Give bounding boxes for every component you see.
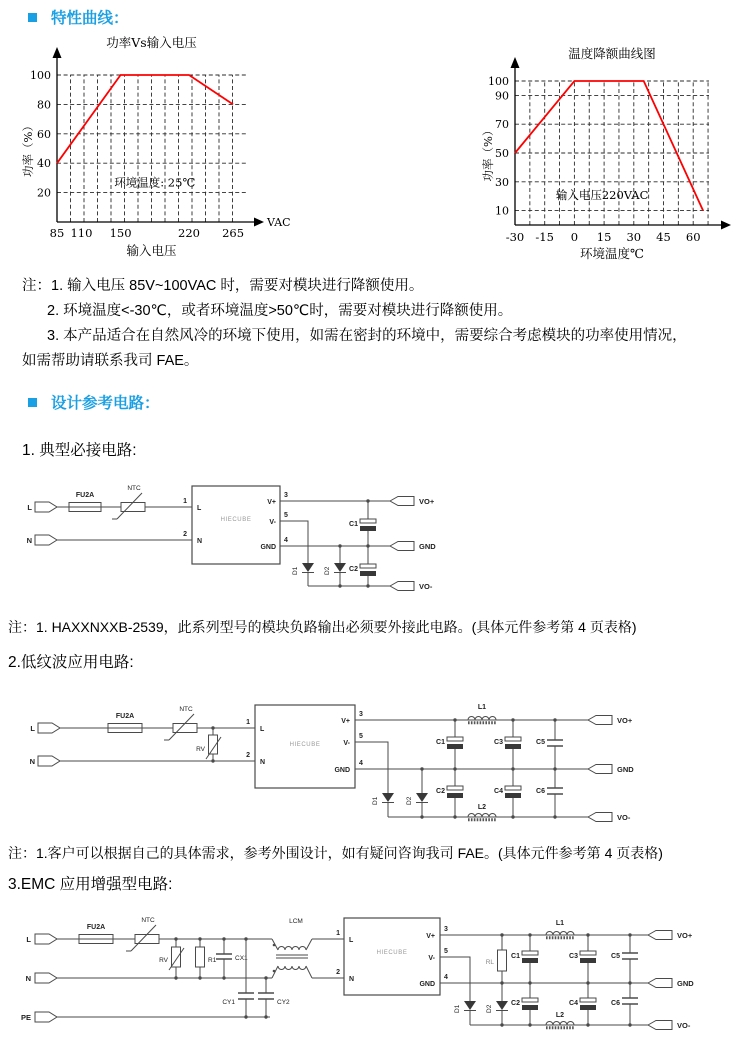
- terminal-n-label: N: [26, 536, 32, 545]
- svg-text:2: 2: [183, 531, 187, 538]
- diode-d2: [406, 769, 428, 817]
- svg-text:C1: C1: [436, 739, 445, 746]
- capacitor-c2: [511, 983, 538, 1025]
- svg-text:C6: C6: [536, 788, 545, 795]
- svg-text:V-: V-: [428, 955, 435, 962]
- resistor-rl: [486, 935, 507, 983]
- svg-text:N: N: [29, 757, 35, 766]
- temperature-derating-chart: [478, 27, 750, 274]
- x-tick-label: 60: [685, 230, 701, 244]
- svg-text:V-: V-: [343, 740, 350, 747]
- x-tick-label: -15: [535, 230, 554, 244]
- power-module: [246, 705, 363, 788]
- svg-text:5: 5: [359, 733, 363, 740]
- chart-title: 温度降额曲线图: [568, 46, 656, 61]
- svg-text:1: 1: [336, 930, 340, 937]
- x-tick-label: 150: [109, 226, 132, 240]
- svg-text:L: L: [260, 726, 265, 733]
- varistor-rv: [196, 728, 221, 761]
- note-line-4: 如需帮助请联系我司 FAE。: [22, 353, 199, 369]
- svg-text:1: 1: [246, 719, 250, 726]
- note-line-2: 2. 环境温度<-30℃，或者环境温度>50℃时，需要对模块进行降额使用。: [47, 303, 513, 319]
- svg-text:V+: V+: [426, 933, 435, 940]
- x-tick-label: -30: [505, 230, 525, 244]
- module-brand: HIECUBE: [289, 742, 321, 748]
- svg-text:RV: RV: [159, 957, 168, 964]
- capacitor-c6: [536, 769, 563, 817]
- svg-text:RV: RV: [196, 746, 205, 753]
- y-tick-label: 100: [488, 75, 509, 88]
- svg-text:5: 5: [284, 512, 288, 519]
- diode-d2: [324, 546, 346, 586]
- svg-text:C4: C4: [569, 1000, 578, 1007]
- svg-text:N: N: [25, 974, 31, 983]
- bullet-icon: [28, 398, 37, 407]
- x-tick-label: 110: [70, 226, 93, 240]
- svg-text:C2: C2: [349, 566, 358, 573]
- module-brand: HIECUBE: [376, 950, 408, 956]
- svg-text:3: 3: [444, 926, 448, 933]
- x-tick-label: 220: [178, 226, 201, 240]
- ntc-thermistor: [164, 706, 197, 740]
- svg-text:D1: D1: [454, 1004, 461, 1013]
- svg-text:V-: V-: [269, 519, 276, 526]
- fuse: [79, 924, 113, 944]
- svg-text:D2: D2: [486, 1004, 493, 1013]
- svg-text:PE: PE: [20, 1013, 31, 1022]
- svg-text:C3: C3: [494, 739, 503, 746]
- svg-text:CY1: CY1: [222, 999, 235, 1006]
- svg-text:2: 2: [336, 969, 340, 976]
- note-line-3: 3. 本产品适合在自然风冷的环境下使用，如需在密封的环境中，需要综合考虑模块的功率使用情况，: [47, 328, 687, 344]
- resistor-r1: [196, 939, 217, 978]
- data-series-line: [57, 75, 233, 163]
- diode-d2: [486, 983, 508, 1025]
- output-terminals: [588, 716, 634, 823]
- y-tick-label: 30: [495, 175, 509, 189]
- svg-text:L: L: [349, 937, 354, 944]
- svg-text:GND: GND: [260, 544, 276, 551]
- section-title: 设计参考电路：: [51, 395, 160, 412]
- svg-text:VO+: VO+: [677, 931, 693, 940]
- power-module: [336, 918, 448, 995]
- y-tick-label: 10: [495, 204, 509, 218]
- svg-text:C5: C5: [536, 739, 545, 746]
- svg-text:L: L: [30, 724, 35, 733]
- x-tick-label: 45: [656, 230, 671, 244]
- ntc-thermistor: [112, 485, 145, 519]
- y-tick-label: 20: [37, 186, 51, 200]
- diode-d1: [372, 793, 394, 817]
- capacitor-c3: [494, 720, 521, 769]
- input-terminals: [27, 502, 57, 545]
- x-tick-label: 30: [626, 230, 642, 244]
- svg-text:N: N: [349, 976, 355, 983]
- ntc-label: NTC: [127, 485, 141, 492]
- chart-annotation: 输入电压220VAC: [555, 188, 649, 203]
- svg-text:RL: RL: [485, 959, 494, 966]
- svg-text:VO-: VO-: [677, 1021, 691, 1030]
- svg-text:D1: D1: [372, 796, 379, 805]
- circuit3-title: 3.EMC 应用增强型电路:: [8, 876, 173, 893]
- capacitor-c5: [536, 720, 563, 769]
- svg-text:VO-: VO-: [419, 582, 433, 591]
- notes-characteristics: [22, 274, 732, 374]
- chart-svg: [478, 27, 750, 269]
- terminal-l-label: L: [27, 503, 32, 512]
- svg-text:5: 5: [444, 948, 448, 955]
- svg-text:C5: C5: [611, 953, 620, 960]
- svg-text:1: 1: [183, 498, 187, 505]
- capacitor-c3: [569, 935, 596, 983]
- input-terminals: [30, 723, 60, 766]
- capacitor-c1: [349, 501, 376, 546]
- svg-text:4: 4: [444, 974, 448, 981]
- circuit1-title: 1. 典型必接电路:: [22, 442, 137, 459]
- svg-text:D2: D2: [324, 566, 331, 575]
- input-terminals: [21, 934, 57, 1022]
- x-tick-label: 85: [49, 226, 65, 240]
- svg-text:C4: C4: [494, 788, 503, 795]
- capacitor-c1: [436, 720, 463, 769]
- ntc-thermistor: [126, 917, 159, 951]
- svg-text:VO+: VO+: [617, 716, 633, 725]
- y-tick-label: 100: [30, 69, 51, 82]
- output-terminals: [648, 931, 694, 1031]
- svg-text:C3: C3: [569, 953, 578, 960]
- svg-text:4: 4: [284, 537, 288, 544]
- x-unit-label: VAC: [267, 216, 291, 229]
- svg-text:GND: GND: [419, 981, 435, 988]
- capacitor-cy2: [258, 978, 290, 1017]
- svg-text:R1: R1: [208, 957, 217, 964]
- y-tick-label: 90: [495, 89, 509, 103]
- svg-text:D2: D2: [406, 796, 413, 805]
- circuit3-diagram: [8, 898, 748, 1050]
- svg-text:4: 4: [359, 760, 363, 767]
- y-tick-label: 80: [37, 98, 51, 112]
- y-axis-arrow-icon: [511, 57, 520, 68]
- svg-text:L1: L1: [477, 704, 487, 711]
- svg-text:FU2A: FU2A: [86, 924, 106, 931]
- svg-text:FU2A: FU2A: [115, 713, 135, 720]
- svg-text:NTC: NTC: [179, 706, 193, 713]
- capacitor-c4: [569, 983, 596, 1025]
- diode-d1: [454, 1001, 476, 1025]
- svg-text:VO+: VO+: [419, 497, 435, 506]
- module-brand: HIECUBE: [220, 517, 252, 523]
- svg-text:3: 3: [359, 711, 363, 718]
- svg-text:L2: L2: [477, 804, 487, 811]
- capacitor-c6: [611, 983, 638, 1025]
- svg-text:CY2: CY2: [277, 999, 290, 1006]
- x-axis-arrow-icon: [254, 218, 264, 227]
- section-title: 特性曲线：: [51, 10, 129, 27]
- x-tick-label: 265: [222, 226, 245, 240]
- capacitor-c4: [494, 769, 521, 817]
- svg-text:V+: V+: [341, 718, 350, 725]
- svg-text:2: 2: [246, 752, 250, 759]
- fuse: [108, 713, 142, 733]
- svg-text:C2: C2: [436, 788, 445, 795]
- y-tick-label: 40: [37, 157, 51, 171]
- capacitor-c1: [511, 935, 538, 983]
- power-vs-input-voltage-chart: [18, 27, 318, 272]
- x-axis-arrow-icon: [721, 221, 731, 230]
- svg-text:C1: C1: [349, 521, 358, 528]
- output-terminals: [390, 497, 436, 592]
- circuit2-diagram: [28, 688, 678, 848]
- circuit1-diagram: [25, 478, 445, 613]
- bullet-icon: [28, 13, 37, 22]
- svg-text:C6: C6: [611, 1000, 620, 1007]
- svg-text:C2: C2: [511, 1000, 520, 1007]
- svg-text:D1: D1: [292, 566, 299, 575]
- svg-text:GND: GND: [419, 542, 436, 551]
- capacitor-c2: [349, 546, 376, 586]
- svg-text:NTC: NTC: [141, 917, 155, 924]
- y-tick-label: 50: [495, 147, 509, 160]
- chart-title: 功率Vs输入电压: [106, 35, 197, 50]
- x-axis-label: 输入电压: [126, 243, 177, 258]
- x-axis-label: 环境温度℃: [580, 246, 644, 261]
- svg-text:L: L: [197, 505, 202, 512]
- svg-text:L1: L1: [555, 920, 565, 927]
- y-axis-label: 功率（%）: [481, 124, 495, 182]
- y-tick-label: 70: [495, 118, 509, 132]
- svg-text:N: N: [197, 538, 203, 545]
- svg-text:3: 3: [284, 492, 288, 499]
- capacitor-c2: [436, 769, 463, 817]
- x-tick-label: 0: [570, 230, 579, 244]
- fuse: [69, 492, 101, 512]
- y-axis-arrow-icon: [53, 47, 62, 58]
- diode-d1: [292, 563, 314, 586]
- x-tick-label: 15: [596, 230, 612, 244]
- svg-text:L: L: [26, 935, 31, 944]
- y-tick-label: 60: [37, 127, 51, 141]
- circuit2-note: 注：1.客户可以根据自己的具体需求，参考外围设计，如有疑问咨询我司 FAE。(具体元件参考第 4 页表格): [8, 845, 663, 861]
- svg-text:VO-: VO-: [617, 813, 631, 822]
- section-design-reference: [28, 391, 160, 413]
- y-axis-label: 功率（%）: [21, 120, 35, 177]
- circuit1-note: 注：1. HAXXNXXB-2539，此系列型号的模块负路输出必须要外接此电路。(具体元件参考第 4 页表格): [8, 619, 637, 635]
- chart-annotation: 环境温度: 25℃: [114, 175, 196, 190]
- svg-text:CX1: CX1: [235, 955, 248, 962]
- svg-text:L2: L2: [555, 1012, 565, 1019]
- common-mode-choke-lcm: [272, 918, 344, 978]
- fuse-label: FU2A: [75, 492, 95, 499]
- chart-svg: [18, 27, 318, 267]
- circuit2-title: 2.低纹波应用电路:: [8, 654, 134, 671]
- section-characteristic-curves: [28, 6, 129, 28]
- power-module: [183, 486, 288, 564]
- svg-text:V+: V+: [267, 499, 276, 506]
- svg-text:N: N: [260, 759, 266, 766]
- capacitor-cx1: [216, 939, 248, 978]
- svg-text:LCM: LCM: [289, 918, 303, 925]
- varistor-rv: [159, 939, 184, 978]
- svg-text:GND: GND: [677, 979, 694, 988]
- note-line-1: 注：1. 输入电压 85V~100VAC 时，需要对模块进行降额使用。: [22, 278, 424, 294]
- svg-text:GND: GND: [334, 767, 350, 774]
- svg-text:GND: GND: [617, 765, 634, 774]
- svg-text:C1: C1: [511, 953, 520, 960]
- capacitor-c5: [611, 935, 638, 983]
